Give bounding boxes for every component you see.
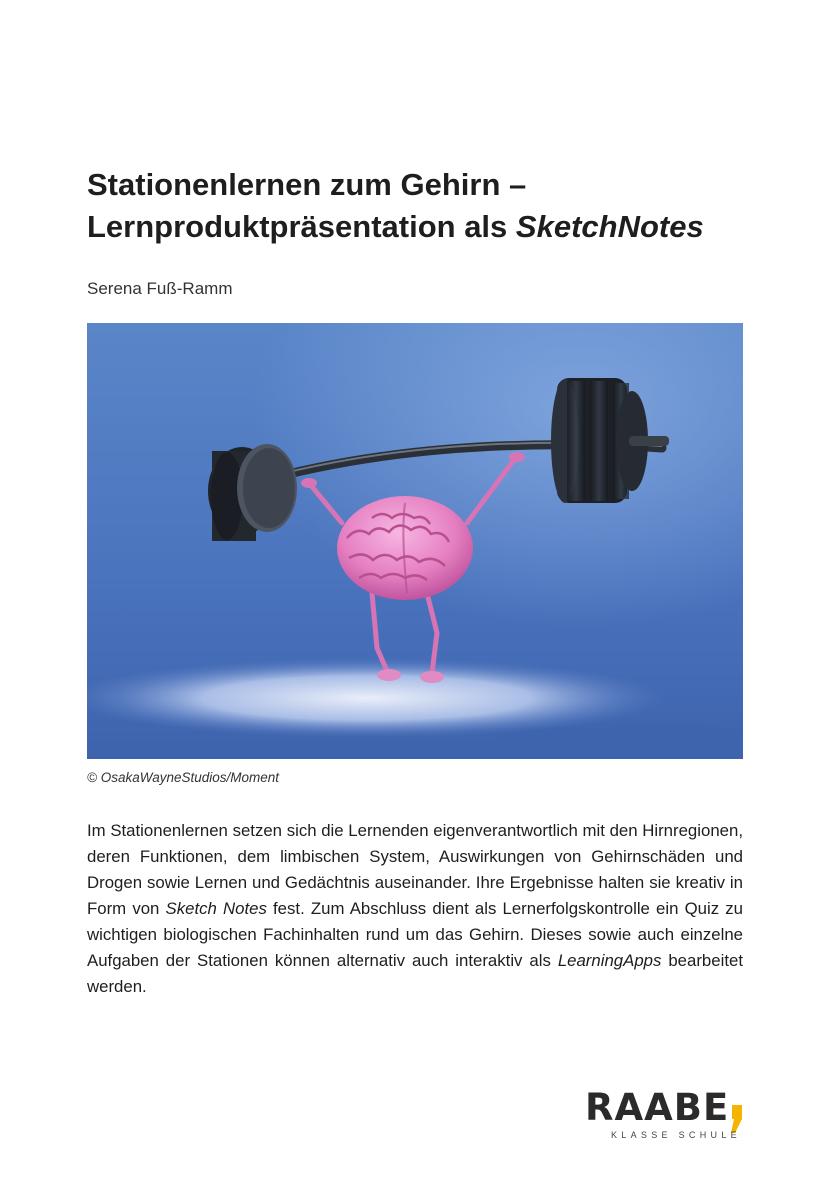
brain-weightlifter-illustration: [87, 323, 743, 759]
raabe-logo: [585, 1088, 750, 1148]
intro-text: bearbeitet werden.: [87, 951, 743, 996]
title-line-1: Stationenlernen zum Gehirn –: [87, 167, 527, 202]
page-title: [87, 164, 767, 248]
intro-text: Im Stationenlernen setzen sich die Lernenden eigenverantwortlich mit den Hirnregionen, deren Funktionen, dem limbischen System, Auswirkungen von Gehirnschäden und Drogen sowie Lernen und Gedächtnis auseinander. Ihre Ergebnisse halten sie kreativ in Form von: [87, 821, 743, 918]
title-line-2-emphasis: SketchNotes: [515, 209, 704, 244]
photo-credit: © OsakaWayneStudios/Moment: [87, 770, 280, 785]
intro-emphasis-learningapps: LearningApps: [557, 951, 662, 970]
logo-tagline: KLASSE SCHULE: [611, 1130, 741, 1140]
logo-comma-icon: [731, 1105, 743, 1133]
cover-photo: [87, 323, 743, 759]
brain-figure: [337, 496, 473, 600]
author-name: Serena Fuß-Ramm: [87, 279, 233, 298]
intro-emphasis-sketch-notes: Sketch Notes: [165, 899, 267, 918]
logo-wordmark: RAABE: [585, 1086, 730, 1129]
intro-paragraph: [87, 818, 743, 1000]
title-line-2-prefix: Lernproduktpräsentation als: [87, 209, 516, 244]
intro-text: fest. Zum Abschluss dient als Lernerfolgskontrolle ein Quiz zu wichtigen biologischen Fachinhalten rund um das Gehirn. Dieses sowie auch einzelne Aufgaben der Stationen können alternativ auch interaktiv als: [87, 899, 743, 970]
title-line-2: [87, 206, 767, 248]
